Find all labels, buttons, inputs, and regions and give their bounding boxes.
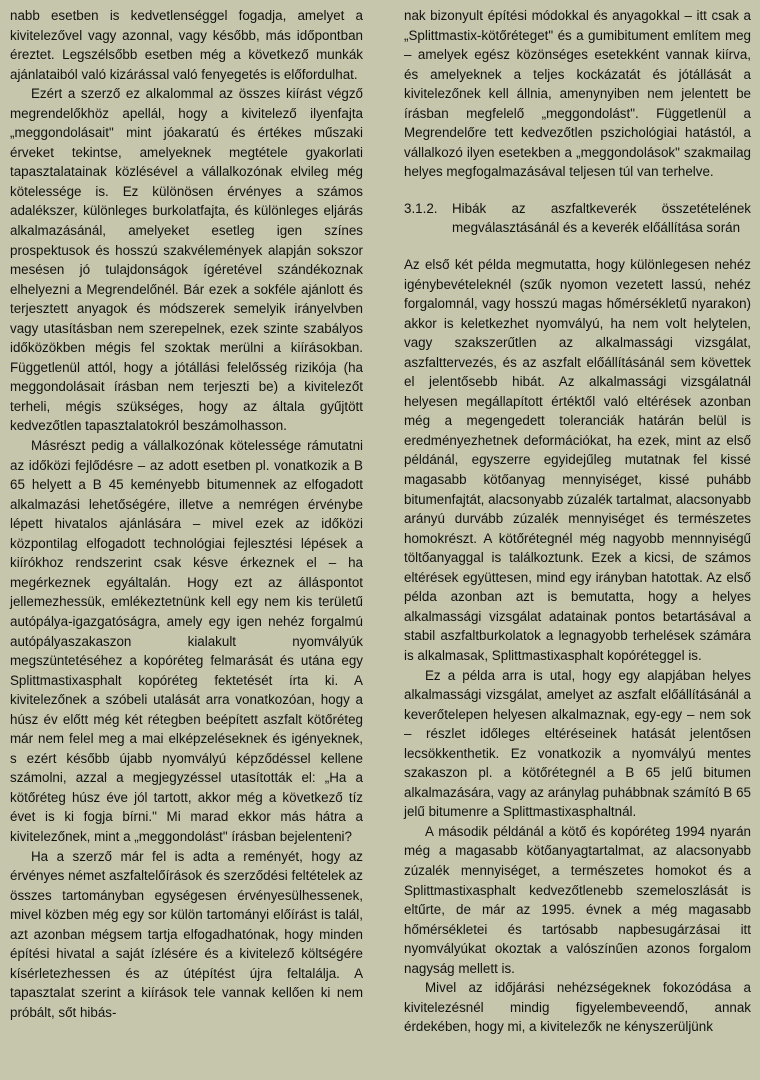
body-paragraph: Ha a szerző már fel is adta a reményét, hogy az érvényes német aszfaltelőírások és szerződési feltételek az összes tartományban egységesen érvényesülhessenek, mivel közben még egy sor külön tartományi előírást is talál, azt azonban mégsem tartja elfogadhatónak, hogy minden építési hivatal a saját ízlésére és a kivitelező költségére kísérletezhessen és az útépítést újra feltalálja. A tapasztalat szerint a kiírások tele vannak kellően ki nem próbált, sőt hibás- (10, 848, 363, 1020)
body-paragraph: Másrészt pedig a vállalkozónak kötelessége rámutatni az időközi fejlődésre – az adott esetben pl. vonatkozik a B 65 helyett a B 45 keményebb bitumennek az elfogadott alkalmazási lehetőségére, illetve a nemrégen érvénybe lépett hivatalos ajánlására – mivel ezek az időközi központilag elfogadott technológiai fejlesztési lépések a kiírókhoz rendszerint csak késve érkeznek el – ha megérkeznek egyáltalán. Hogy ezt az álláspontot jellemezhessük, emlékeztetnünk kell egy nem kis területű autópálya-igazgatóságra, amely egy igen nehéz forgalmú autópályaszakaszon kialakult nyomvályúk megszüntetéséhez a kopóréteg felmarását és utána egy Splittmastixasphalt kopóréteg fektetését írta ki. A kivitelezőnek a szóbeli utalását arra vonatkozóan, hogy a húsz év előtt még két rétegben beépített aszfalt kötőréteg már nem felel meg a mai elképzeléseknek és igényeknek, s ezért később újabb nyomvályú képződéssel kellene számolni, azzal a megjegyzéssel utasították el: „Ha a kötőréteg húsz éve jól tartott, akkor még a következő tíz évet is ki fogja bírni." Mi marad ekkor más hátra a kivitelezőnek, mint a „meggondolást" írásban bejelenteni? (10, 438, 363, 844)
section-number: 3.1.2. (404, 200, 438, 216)
body-paragraph: nabb esetben is kedvetlenséggel fogadja, amelyet a kivitelezővel vagy azonnal, vagy később, más időpontban éreztet. Legszélsőbb esetben még a következő munkák ajánlataiból való kizárással való fenyegetés is előfordulhat. (10, 8, 363, 82)
body-paragraph: Az első két példa megmutatta, hogy különlegesen nehéz igénybevételeknél (szűk nyomon vezetett lassú, nehéz forgalomnál, vagy hosszú magas hőmérsékletű nyarakon) akkor is keletkezhet nyomvályú, ha nem volt helytelen, vagy szakszerűtlen az alkalmassági vizsgálat, aszfalttervezés, és az aszfalt előállításánál sem követtek el jelentősebb hibát. Az alkalmassági vizsgálatnál helyesen megállapított értéktől való eltérések azonban még a megengedett toleranciák határán belül is eredményezhetnek deformációkat, ha ezek, mint az első példánál, egyszerre egyidejűleg mutatnak fel kissé magasabb kötőanyag mennyiséget, kissé puhább bitumenfajtát, alacsonyabb zúzalék tartalmat, alacsonyabb arányú durvább zúzalék mennyiséget és természetes homokrészt. A kötőrétegnél még nagyobb mennnyiségű töltőanyaggal is találkoztunk. Ezek a kicsi, de számos eltérések együttesen, mind egy irányban hatottak. Az első példa azonban azt is bemutatta, hogy a helyes alkalmassági vizsgálat adatainak pontos betartásával a stabil aszfaltburkolatok a legnagyobb terhelések számára is alkalmasak, Splittmastixasphalt kopóréteggel is. (404, 257, 751, 663)
body-paragraph: Mivel az időjárási nehézségeknek fokozódása a kivitelezésnél mindig figyelembeveendő, annak érdekében, hogy mi, a kivitelezők ne kényszerüljünk (404, 980, 751, 1035)
section-title: Hibák az aszfaltkeverék összetételének megválasztásánál és a keverék előállítása során (452, 200, 751, 236)
body-paragraph: nak bizonyult építési módokkal és anyagokkal – itt csak a „Splittmastix-kötőréteget" és a gumibitument említem meg – amelyek egész közönséges esetekként vannak kiírva, és amelyeknek a teljes kockázatát és jótállását a kivitelezőnek kell állnia, amenynyiben nem jelentett be írásban megfelelő „meggondolást". Függetlenül a Megrendelőre tett kedvezőtlen pszichológiai hatástól, a vállalkozó ilyen esetekben a „meggondolások" szakmailag helyes megfogalmazásával teljesen túl van terhelve. (404, 8, 751, 180)
body-paragraph: Ez a példa arra is utal, hogy egy alapjában helyes alkalmassági vizsgálat, amelyet az aszfalt előállításánál a keverőtelepen helyesen alkalmaznak, egy-egy – nem sok – részlet időleges eltéréseinek hatását jelentősen lecsökkenthetik. Ez vonatkozik a nyomvályú mentes szakaszon pl. a kötőrétegnél a B 65 jelű bitumen alkalmazására, vagy az aránylag puhábbnak számító B 65 jelű bitumenre a Splittmastixasphaltnál. (404, 667, 751, 820)
body-paragraph: Ezért a szerző ez alkalommal az összes kiírást végző megrendelőkhöz apellál, hogy a kivitelező ilyenfajta „meggondolásait" mint jóakaratú és értékes műszaki érveket tekintse, amelyeknek megtétele gyakorlati tapasztalatainak közlésével a vállalkozónak elvileg még kötelessége is. Ez különösen érvényes a számos adalékszer, különleges burkolatfajta, és különleges eljárás alkalmazásánál, amelyeket esetleg igen színes prospektusok és hosszú szakvélemények alapján sokszor mesésen jó tulajdonságok ígéretével szándékoznak elhelyezni a Megrendelőnél. Bár ezek a sokféle ajánlott és terjesztett anyagok és módszerek semelyik irányelvben vagy utasításban nem szerepelnek, ezek szinte szabályos időközökben mégis fel szoktak merülni a kiírásokban. Függetlenül attól, hogy a jótállási felelősség rizikója (ha meggondolásait írásban nem terjeszti be) a kivitelezőt terheli, mégis szükséges, hogy az általa gyűjtött kedvezőtlen tapasztalatokról beszámolhasson. (10, 86, 363, 434)
section-heading (404, 199, 751, 238)
left-column (10, 6, 363, 1022)
right-column (404, 6, 751, 1037)
body-paragraph: A második példánál a kötő és kopóréteg 1994 nyarán még a magasabb kötőanyagtartalmat, az alacsonyabb zúzalék mennyiséget, a természetes homokot és a Splittmastixasphalt kedvezőtlenebb szemeloszlását is eltűrte, de már az 1995. évnek a még magasabb hőmérsékletei és tartósabb napbesugárzásai itt nyomvályúkat okoztak a valószínűen azonos forgalom nagyság mellett is. (404, 823, 751, 976)
